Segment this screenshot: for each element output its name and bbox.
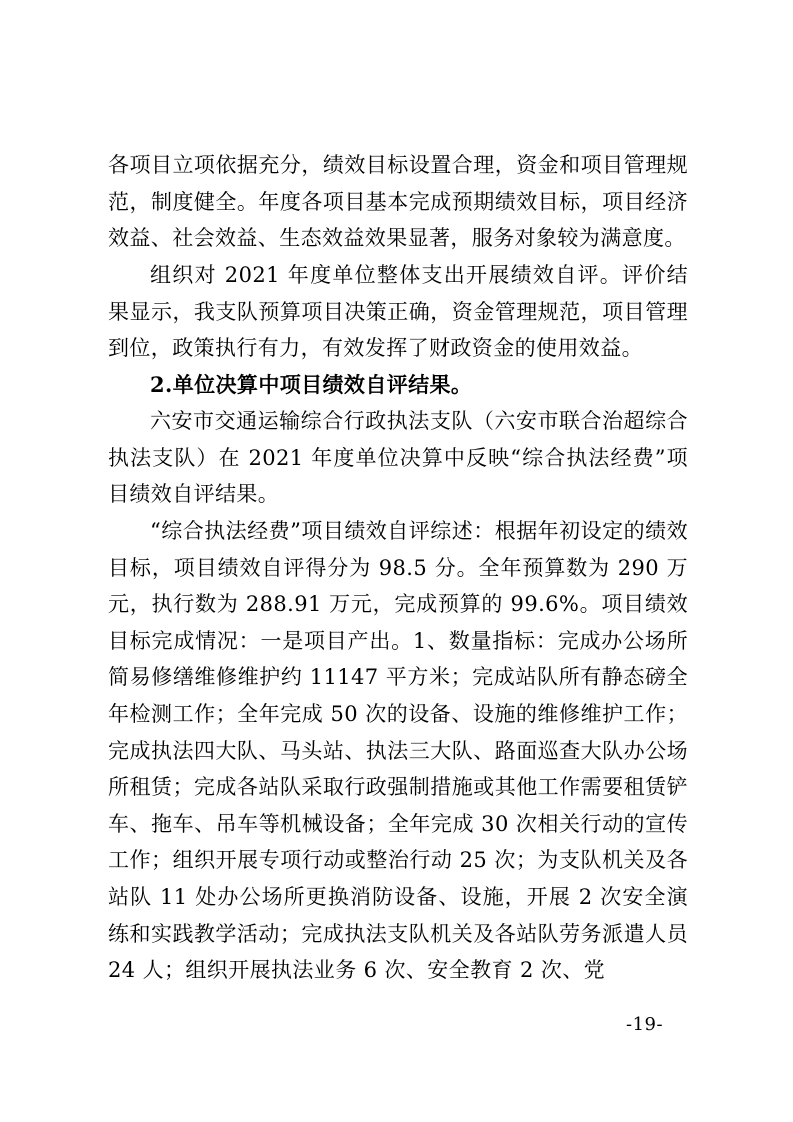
paragraph-project-summary: 各项目立项依据充分，绩效目标设置合理，资金和项目管理规范，制度健全。年度各项目基本完成预期绩效目标，项目经济效益、社会效益、生态效益效果显著，服务对象较为满意度。 xyxy=(108,153,688,251)
page-number: -19- xyxy=(626,1014,664,1035)
paragraph-unit-description: 六安市交通运输综合行政执法支队（六安市联合治超综合执法支队）在 2021 年度单位决算中反映“综合执法经费”项目绩效自评结果。 xyxy=(108,409,688,507)
paragraph-project-evaluation-detail: “综合执法经费”项目绩效自评综述：根据年初设定的绩效目标，项目绩效自评得分为 98.5 分。全年预算数为 290 万元，执行数为 288.91 万元，完成预算的 99.6%。项目绩效目标完成情况：一是项目产出。1、数量指标：完成办公场所简易修缮维修维护约 11147 平方米；完成站队所有静态磅全年检测工作；全年完成 50 次的设备、设施的维修维护工作；完成执法四大队、马头站、执法三大队、路面巡查大队办公场所租赁；完成各站队采取行政强制措施或其他工作需要租赁铲车、拖车、吊车等机械设备；全年完成 30 次相关行动的宣传工作；组织开展专项行动或整治行动 25 次；为支队机关及各站队 11 处办公场所更换消防设备、设施，开展 2 次安全演练和实践教学活动；完成执法支队机关及各站队劳务派遣人员 24 人；组织开展执法业务 6 次、安全教育 2 次、党 xyxy=(108,519,688,983)
section-heading: 2.单位决算中项目绩效自评结果。 xyxy=(150,372,473,397)
paragraph-overall-evaluation: 组织对 2021 年度单位整体支出开展绩效自评。评价结果显示，我支队预算项目决策正确，资金管理规范，项目管理到位，政策执行有力，有效发挥了财政资金的使用效益。 xyxy=(108,263,688,361)
